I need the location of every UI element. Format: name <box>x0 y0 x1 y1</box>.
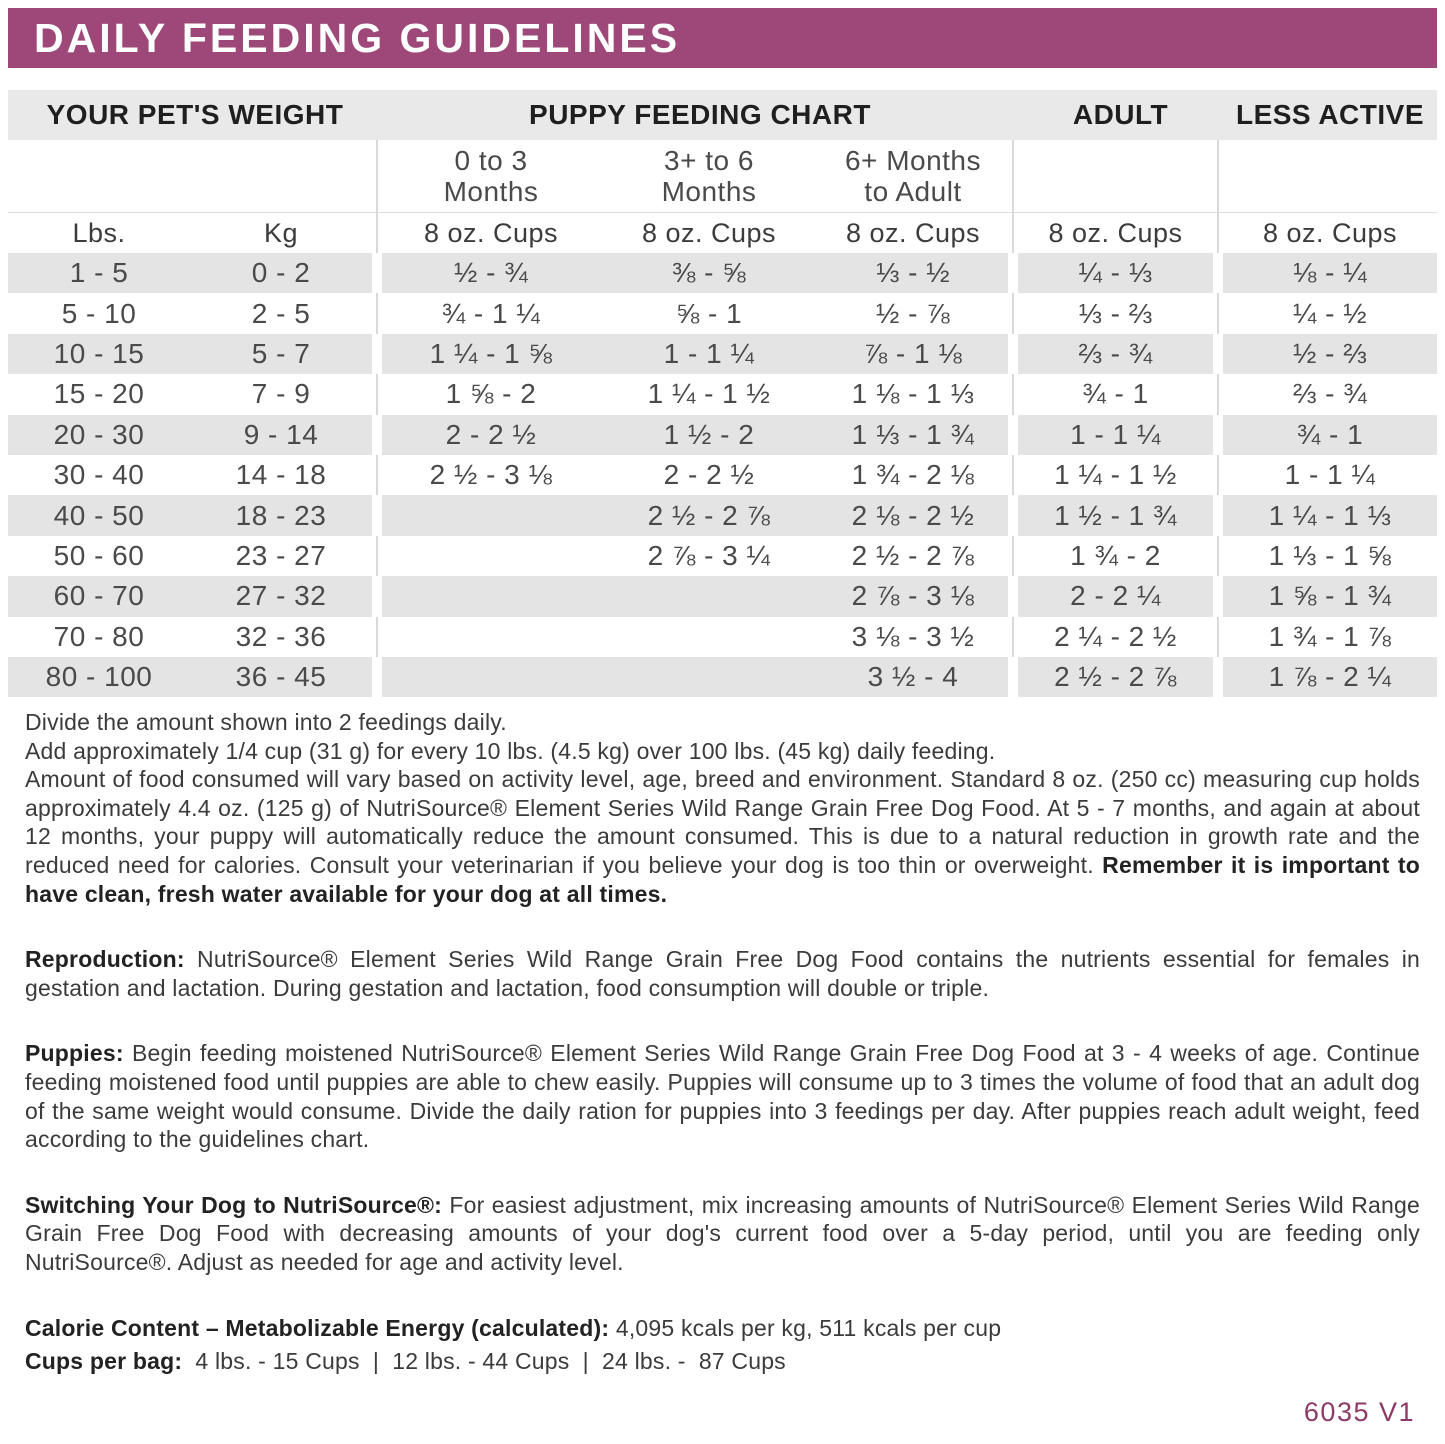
cell-less-active: 1 ⅓ - 1 ⅝ <box>1268 539 1392 571</box>
cell-less-active: 1 - 1 ¼ <box>1284 459 1376 491</box>
column-divider <box>1213 495 1223 535</box>
table-row <box>8 455 1437 495</box>
cell-adult: ⅔ - ¾ <box>1018 334 1213 374</box>
column-divider <box>1008 213 1018 253</box>
column-divider <box>372 293 382 333</box>
cell-kg: 0 - 2 <box>190 253 372 293</box>
unit-header-cups: 8 oz. Cups <box>1048 217 1183 248</box>
puppies-text: Begin feeding moistened NutriSource® Element Series Wild Range Grain Free Dog Food at 3 - 4 weeks of age. Continue feeding moistened food until puppies are able to chew easily. Puppies will consume up to 3 times the volume of food that an adult dog of the same weight would consume. Divide the daily ration for puppies into 3 feedings per day. After puppies reach adult weight, feed according to the guidelines chart. <box>25 1040 1421 1153</box>
cell-adult: 2 ½ - 2 ⅞ <box>1018 657 1213 697</box>
column-divider <box>372 617 382 657</box>
notes-section <box>25 708 1420 1376</box>
column-divider <box>1008 455 1018 495</box>
column-divider <box>1008 140 1018 212</box>
cell-puppy-0-3: 2 - 2 ½ <box>382 415 600 455</box>
cell-lbs: 10 - 15 <box>8 334 190 374</box>
page-title: DAILY FEEDING GUIDELINES <box>34 14 681 61</box>
cell-kg: 23 - 27 <box>235 539 327 571</box>
puppies-label: Puppies: <box>25 1040 132 1067</box>
cell-puppy-6-adult: 3 ½ - 4 <box>818 657 1008 697</box>
table-group-header-row <box>8 90 1437 140</box>
cell-puppy-6-adult: ⅞ - 1 ⅛ <box>818 334 1008 374</box>
group-header-weight: YOUR PET'S WEIGHT <box>46 99 344 130</box>
paragraph-switching <box>25 1191 1420 1277</box>
cell-adult: 2 - 2 ¼ <box>1018 576 1213 616</box>
table-row <box>8 657 1437 697</box>
column-divider <box>1213 657 1223 697</box>
page-title-bar <box>8 8 1437 68</box>
cell-kg: 27 - 32 <box>190 576 372 616</box>
cell-puppy-3-6: 2 ⅞ - 3 ¼ <box>647 539 771 571</box>
line-cups-per-bag <box>25 1347 1420 1376</box>
footer-code: 6035 V1 <box>1303 1397 1415 1427</box>
cups-text: 4 lbs. - 15 Cups | 12 lbs. - 44 Cups | 24 lbs. - 87 Cups <box>188 1348 786 1375</box>
column-divider <box>1008 495 1018 535</box>
cell-lbs: 80 - 100 <box>8 657 190 697</box>
cell-less-active: 1 ¾ - 1 ⅞ <box>1268 620 1392 652</box>
table-row <box>8 536 1437 576</box>
cell-puppy-3-6: 1 ½ - 2 <box>600 415 818 455</box>
cell-lbs: 15 - 20 <box>53 378 145 410</box>
cell-adult: 1 ½ - 1 ¾ <box>1018 495 1213 535</box>
cell-puppy-6-adult: 3 ⅛ - 3 ½ <box>851 620 975 652</box>
column-divider <box>1213 253 1223 293</box>
calorie-text: 4,095 kcals per kg, 511 kcals per cup <box>615 1314 1002 1341</box>
cell-puppy-3-6: 1 ¼ - 1 ½ <box>647 378 771 410</box>
unit-header-cups: 8 oz. Cups <box>845 217 981 248</box>
col-header-6-months-to-adult <box>818 140 1008 212</box>
month-header-line: 6+ Months <box>844 145 982 176</box>
month-header-line: 3+ to 6 <box>664 145 754 176</box>
cell-lbs: 1 - 5 <box>8 253 190 293</box>
cell-puppy-3-6: 1 - 1 ¼ <box>600 334 818 374</box>
cups-label: Cups per bag: <box>25 1348 189 1375</box>
calorie-label: Calorie Content – Metabolizable Energy (calculated): <box>25 1314 616 1341</box>
column-divider <box>372 334 382 374</box>
cell-puppy-3-6: ⅜ - ⅝ <box>600 253 818 293</box>
group-header-less-active: LESS ACTIVE <box>1235 99 1425 130</box>
cell-puppy-0-3: ¾ - 1 ¼ <box>441 297 541 329</box>
cell-puppy-6-adult: 1 ⅓ - 1 ¾ <box>818 415 1008 455</box>
note-line-extra-cup: Add approximately 1/4 cup (31 g) for every 10 lbs. (4.5 kg) over 100 lbs. (45 kg) daily feeding. <box>25 737 996 764</box>
table-row <box>8 253 1437 293</box>
column-divider <box>372 455 382 495</box>
table-row <box>8 334 1437 374</box>
column-divider <box>1213 334 1223 374</box>
unit-header-kg: Kg <box>263 217 299 248</box>
month-header-line: to Adult <box>864 176 962 207</box>
cell-puppy-6-adult: ½ - ⅞ <box>875 297 951 329</box>
month-header-line: Months <box>443 176 539 207</box>
column-divider <box>372 657 382 697</box>
cell-puppy-0-3: 1 ⅝ - 2 <box>445 378 537 410</box>
table-row <box>8 617 1437 657</box>
cell-kg: 36 - 45 <box>190 657 372 697</box>
column-divider <box>1008 374 1018 414</box>
cell-kg: 2 - 5 <box>251 297 311 329</box>
column-divider <box>372 495 382 535</box>
cell-puppy-6-adult: 2 ⅞ - 3 ⅛ <box>818 576 1008 616</box>
cell-less-active: ¼ - ½ <box>1292 297 1368 329</box>
switching-text: For easiest adjustment, mix increasing amounts of NutriSource® Element Series Wild Range Grain Free Dog Food with decreasing amounts of your dog's current food over a 5-day period, until you are feeding only NutriSource®. Adjust as needed for age and activity level. <box>25 1191 1420 1275</box>
cell-puppy-0-3 <box>382 576 600 616</box>
table-row <box>8 415 1437 455</box>
column-divider <box>372 415 382 455</box>
cell-less-active: ½ - ⅔ <box>1223 334 1437 374</box>
month-header-line: 0 to 3 <box>454 145 528 176</box>
table-row <box>8 495 1437 535</box>
col-header-0-to-3-months <box>382 140 600 212</box>
cell-kg: 9 - 14 <box>190 415 372 455</box>
cell-puppy-0-3: 2 ½ - 3 ⅛ <box>429 459 553 491</box>
column-divider <box>1213 455 1223 495</box>
cell-lbs: 70 - 80 <box>53 620 145 652</box>
note-paragraph-amount-text: Amount of food consumed will vary based on activity level, age, breed and environment. Standard 8 oz. (250 cc) measuring cup holds approximately 4.4 oz. (125 g) of NutriSource® Element Series Wild Range Grain Free Dog Food. At 5 - 7 months, and again at about 12 months, your puppy will automatically reduce the amount consumed. This is due to a natural reduction in growth rate and the reduced need for calories. Consult your veterinarian if you believe your dog is too thin or overweight. <box>25 766 1420 878</box>
cell-puppy-3-6: 2 ½ - 2 ⅞ <box>600 495 818 535</box>
spacer-cell <box>190 140 372 212</box>
cell-adult: ¼ - ⅓ <box>1018 253 1213 293</box>
table-units-row <box>8 212 1437 253</box>
cell-adult: ¾ - 1 <box>1082 378 1149 410</box>
note-paragraph-amount-bold: Remember it is important to have clean, fresh water available for your dog at all times. <box>25 851 1421 907</box>
cell-kg: 7 - 9 <box>251 378 311 410</box>
cell-puppy-6-adult: 1 ⅛ - 1 ⅓ <box>851 378 975 410</box>
cell-puppy-0-3: 1 ¼ - 1 ⅝ <box>382 334 600 374</box>
cell-puppy-0-3 <box>382 657 600 697</box>
cell-kg: 14 - 18 <box>235 459 327 491</box>
cell-adult: 2 ¼ - 2 ½ <box>1054 620 1177 652</box>
cell-adult: ⅓ - ⅔ <box>1078 297 1153 329</box>
cell-lbs: 20 - 30 <box>8 415 190 455</box>
table-row <box>8 293 1437 333</box>
column-divider <box>1008 617 1018 657</box>
cell-puppy-6-adult: 2 ½ - 2 ⅞ <box>851 539 975 571</box>
cell-less-active: 1 ¼ - 1 ⅓ <box>1223 495 1437 535</box>
group-header-puppy-chart: PUPPY FEEDING CHART <box>529 99 871 130</box>
column-divider <box>1008 253 1018 293</box>
cell-puppy-0-3 <box>382 536 600 576</box>
unit-header-lbs: Lbs. <box>72 217 126 248</box>
col-header-3-to-6-months <box>600 140 818 212</box>
paragraph-puppies <box>25 1039 1420 1153</box>
cell-lbs: 30 - 40 <box>53 459 145 491</box>
cell-less-active: ⅛ - ¼ <box>1223 253 1437 293</box>
paragraph-reproduction <box>25 945 1420 1002</box>
cell-lbs: 40 - 50 <box>8 495 190 535</box>
cell-puppy-6-adult: 1 ¾ - 2 ⅛ <box>851 459 975 491</box>
column-divider <box>372 374 382 414</box>
line-calorie-content <box>25 1314 1420 1343</box>
cell-adult: 1 - 1 ¼ <box>1018 415 1213 455</box>
cell-lbs: 50 - 60 <box>53 539 145 571</box>
reproduction-text: NutriSource® Element Series Wild Range Grain Free Dog Food contains the nutrients essential for females in gestation and lactation. During gestation and lactation, food consumption will double or triple. <box>25 946 1421 1001</box>
column-divider <box>1213 140 1223 212</box>
column-divider <box>1213 213 1223 253</box>
table-month-header-row <box>8 140 1437 212</box>
cell-puppy-0-3: ½ - ¾ <box>382 253 600 293</box>
cell-less-active: 1 ⅝ - 1 ¾ <box>1223 576 1437 616</box>
cell-puppy-6-adult: 2 ⅛ - 2 ½ <box>818 495 1008 535</box>
cell-lbs: 60 - 70 <box>8 576 190 616</box>
column-divider <box>1213 293 1223 333</box>
column-divider <box>1008 293 1018 333</box>
cell-puppy-3-6 <box>600 617 818 657</box>
column-divider <box>1008 576 1018 616</box>
column-divider <box>1213 536 1223 576</box>
reproduction-label: Reproduction: <box>25 946 198 973</box>
table-row <box>8 576 1437 616</box>
cell-less-active: ¾ - 1 <box>1223 415 1437 455</box>
column-divider <box>1213 576 1223 616</box>
cell-puppy-3-6: ⅝ - 1 <box>675 297 743 329</box>
unit-header-cups: 8 oz. Cups <box>1262 217 1398 248</box>
column-divider <box>372 253 382 293</box>
unit-header-cups: 8 oz. Cups <box>641 217 777 248</box>
cell-kg: 32 - 36 <box>235 620 327 652</box>
cell-puppy-0-3 <box>382 495 600 535</box>
column-divider <box>372 140 382 212</box>
note-paragraph-amount <box>25 765 1420 908</box>
column-divider <box>1213 617 1223 657</box>
cell-less-active: 1 ⅞ - 2 ¼ <box>1223 657 1437 697</box>
cell-puppy-3-6: 2 - 2 ½ <box>663 459 755 491</box>
group-header-adult: ADULT <box>1072 99 1169 130</box>
spacer-cell <box>1018 140 1213 212</box>
cell-puppy-3-6 <box>600 576 818 616</box>
column-divider <box>372 213 382 253</box>
switching-label: Switching Your Dog to NutriSource®: <box>25 1191 450 1218</box>
cell-lbs: 5 - 10 <box>61 297 137 329</box>
cell-adult: 1 ¼ - 1 ½ <box>1054 459 1177 491</box>
column-divider <box>372 576 382 616</box>
cell-puppy-0-3 <box>382 617 600 657</box>
cell-puppy-6-adult: ⅓ - ½ <box>818 253 1008 293</box>
cell-puppy-3-6 <box>600 657 818 697</box>
cell-kg: 5 - 7 <box>190 334 372 374</box>
column-divider <box>372 536 382 576</box>
month-header-line: Months <box>661 176 757 207</box>
feeding-guidelines-table <box>8 90 1437 697</box>
column-divider <box>1213 374 1223 414</box>
spacer-cell <box>1223 140 1437 212</box>
column-divider <box>1008 415 1018 455</box>
note-line-feedings: Divide the amount shown into 2 feedings daily. <box>25 709 507 735</box>
cell-less-active: ⅔ - ¾ <box>1292 378 1368 410</box>
column-divider <box>1008 657 1018 697</box>
spacer-cell <box>8 140 190 212</box>
cell-kg: 18 - 23 <box>190 495 372 535</box>
column-divider <box>1213 415 1223 455</box>
table-row <box>8 374 1437 414</box>
column-divider <box>1008 536 1018 576</box>
column-divider <box>1008 334 1018 374</box>
unit-header-cups: 8 oz. Cups <box>423 217 559 248</box>
cell-adult: 1 ¾ - 2 <box>1070 539 1161 571</box>
